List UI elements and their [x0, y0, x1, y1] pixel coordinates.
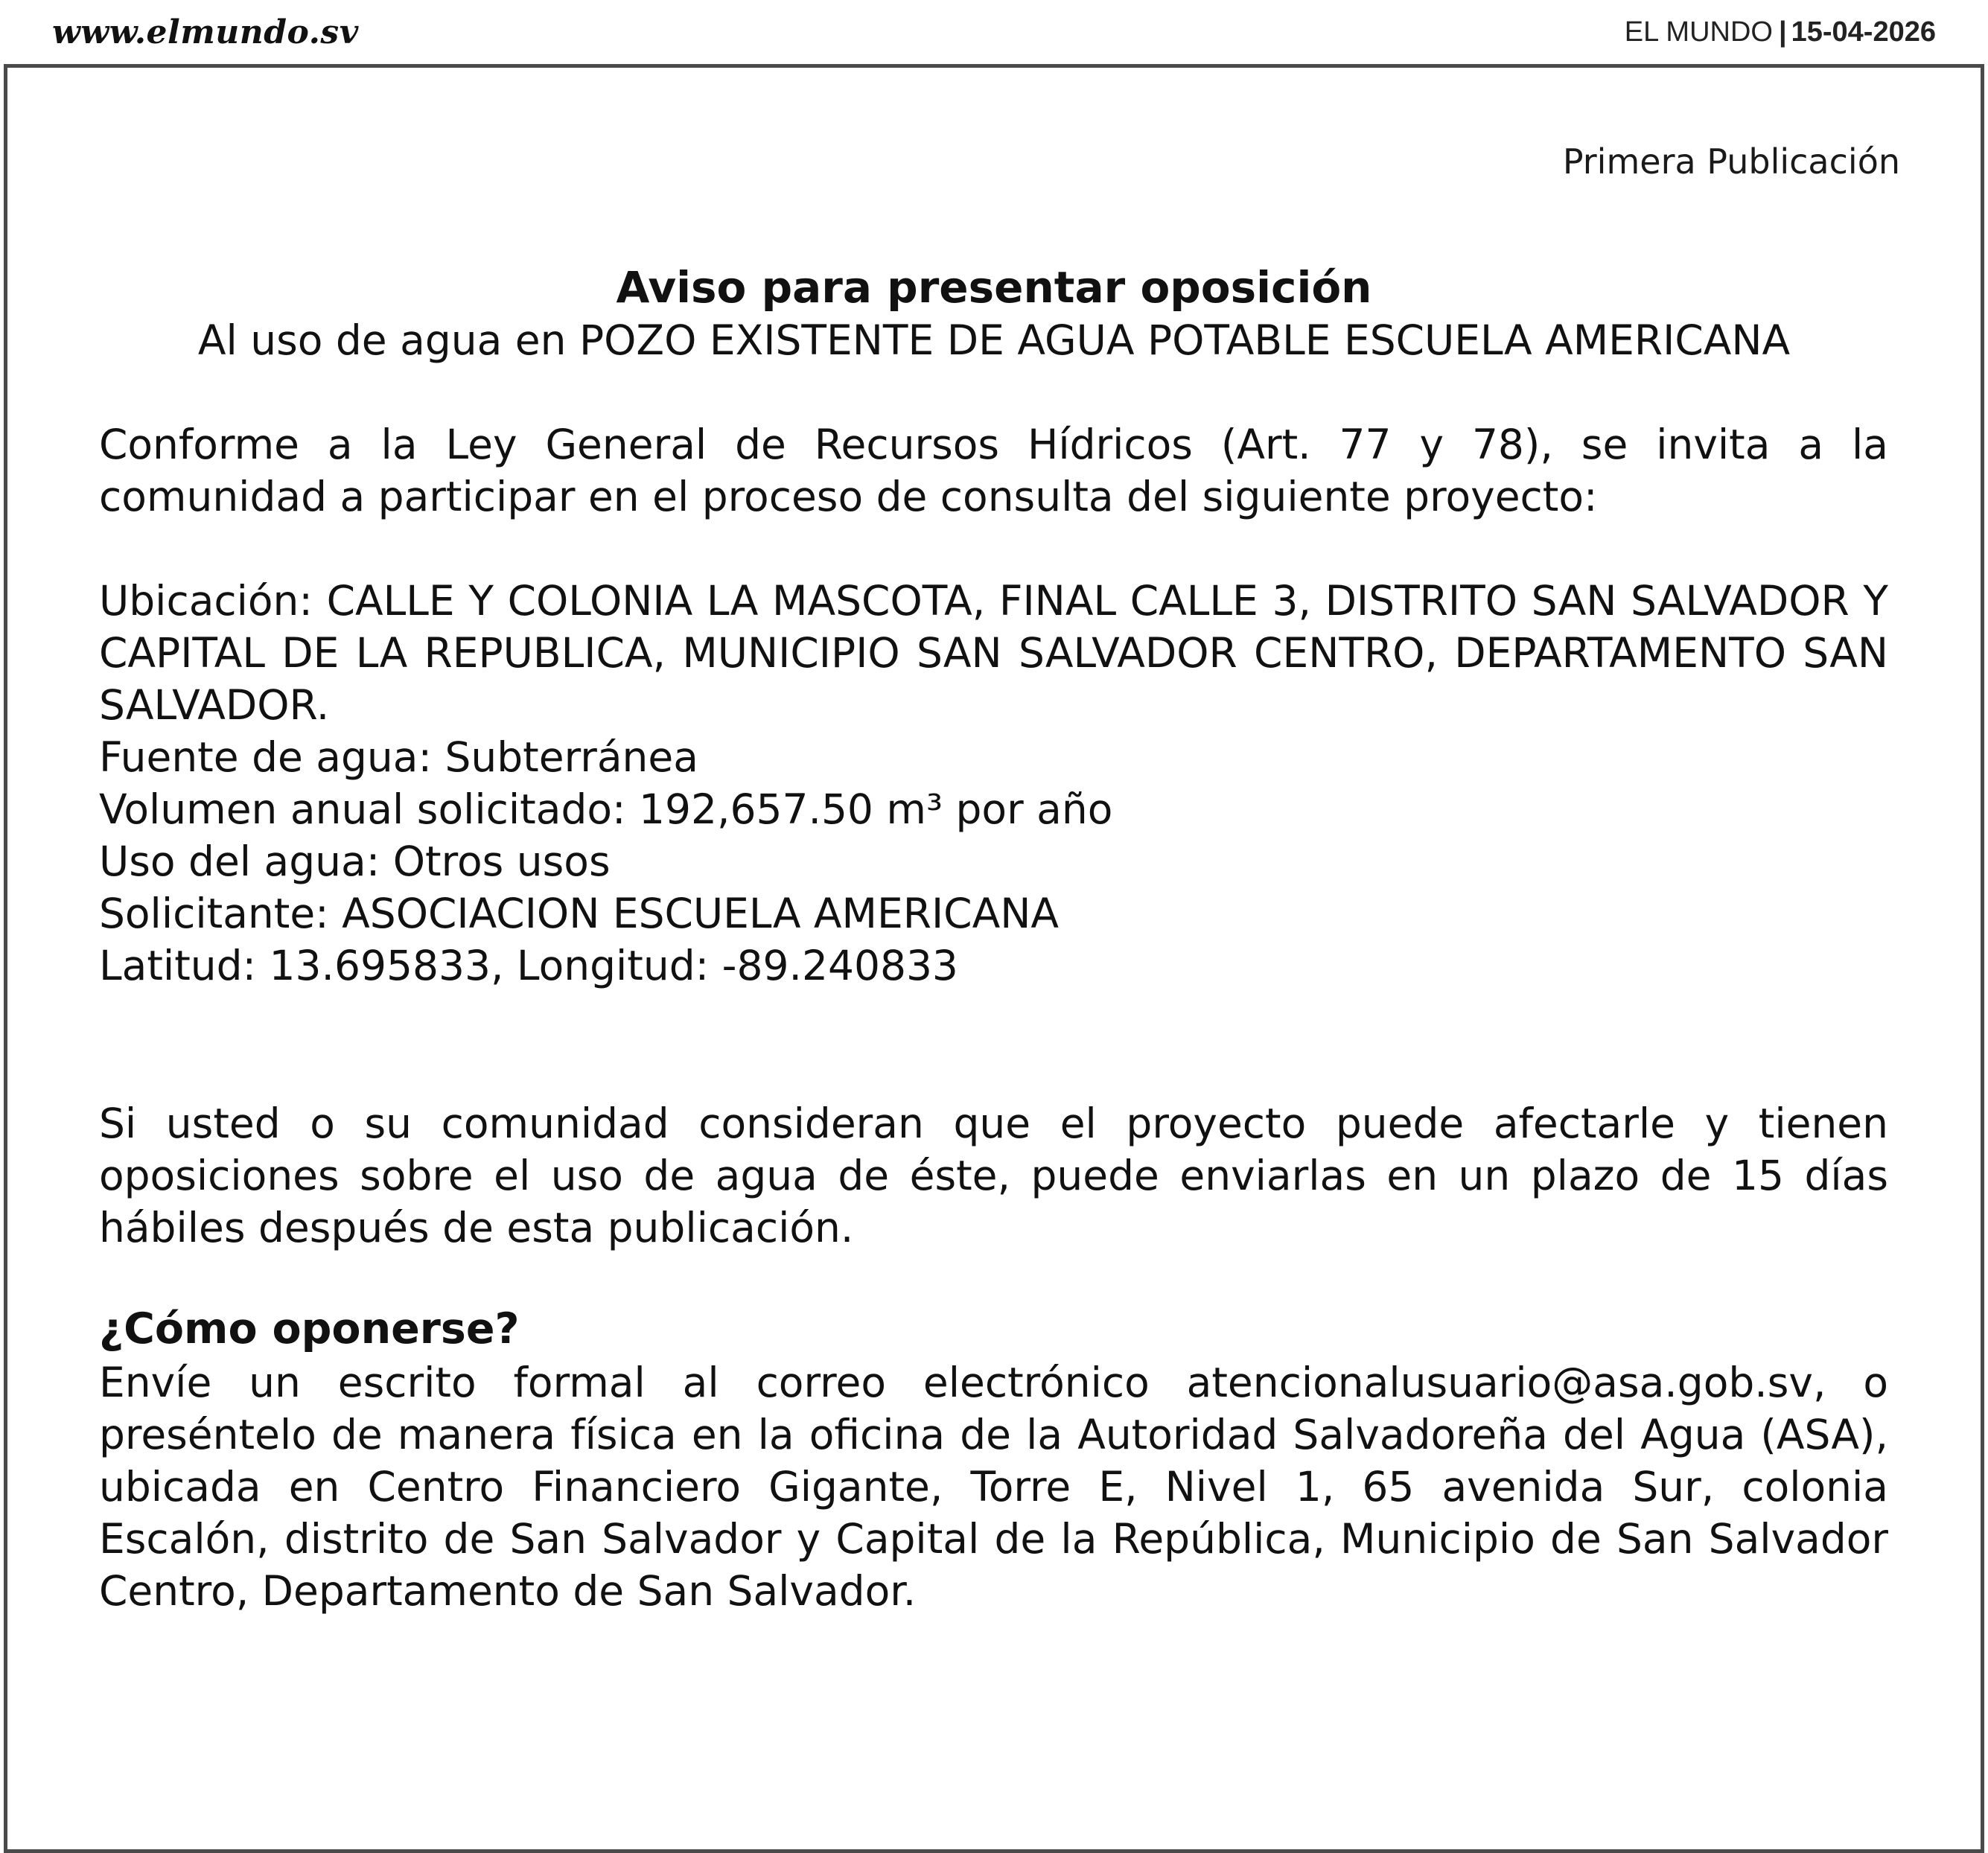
howto-paragraph: Envíe un escrito formal al correo electrónico atencionalusuario@asa.gob.sv, o preséntelo de manera física en la oficina de la Autoridad Salvadoreña del Agua (ASA), ubicada en Centro Financiero Gigante, Torre E, Nivel 1, 65 avenida Sur, colonia Escalón, distrito de San Salvador y Capital de la República, Municipio de San Salvador Centro, Departamento de San Salvador.	[99, 1359, 1888, 1615]
publication-date: 15-04-2026	[1791, 16, 1936, 48]
site-url: www.elmundo.sv	[52, 13, 359, 51]
howto-heading: ¿Cómo oponerse?	[99, 1304, 520, 1353]
notice-title: Aviso para presentar oposición	[616, 262, 1372, 313]
masthead-separator: |	[1778, 16, 1787, 48]
project-details	[99, 575, 1888, 992]
publication-label: Primera Publicación	[1562, 141, 1900, 182]
detail-water-source: Fuente de agua: Subterránea	[99, 733, 698, 781]
opposition-paragraph: Si usted o su comunidad consideran que el proyecto puede afectarle y tienen oposiciones sobre el uso de agua de éste, puede enviarlas en un plazo de 15 días hábiles después de esta publicación.	[99, 1100, 1888, 1251]
detail-applicant: Solicitante: ASOCIACION ESCUELA AMERICANA	[99, 890, 1059, 937]
detail-coordinates: Latitud: 13.695833, Longitud: -89.240833	[99, 942, 958, 989]
masthead	[0, 0, 1988, 66]
newspaper-name: EL MUNDO	[1624, 16, 1773, 48]
notice-subtitle: Al uso de agua en POZO EXISTENTE DE AGUA POTABLE ESCUELA AMERICANA	[197, 316, 1791, 364]
detail-water-use: Uso del agua: Otros usos	[99, 838, 611, 885]
edition-info	[1625, 16, 1936, 48]
detail-location: Ubicación: CALLE Y COLONIA LA MASCOTA, FINAL CALLE 3, DISTRITO SAN SALVADOR Y CAPITAL DE LA REPUBLICA, MUNICIPIO SAN SALVADOR CENTRO, DEPARTAMENTO SAN SALVADOR.	[99, 577, 1888, 729]
detail-annual-volume: Volumen anual solicitado: 192,657.50 m³ por año	[99, 785, 1113, 833]
intro-paragraph: Conforme a la Ley General de Recursos Hídricos (Art. 77 y 78), se invita a la comunidad a participar en el proceso de consulta del siguiente proyecto:	[99, 421, 1888, 520]
